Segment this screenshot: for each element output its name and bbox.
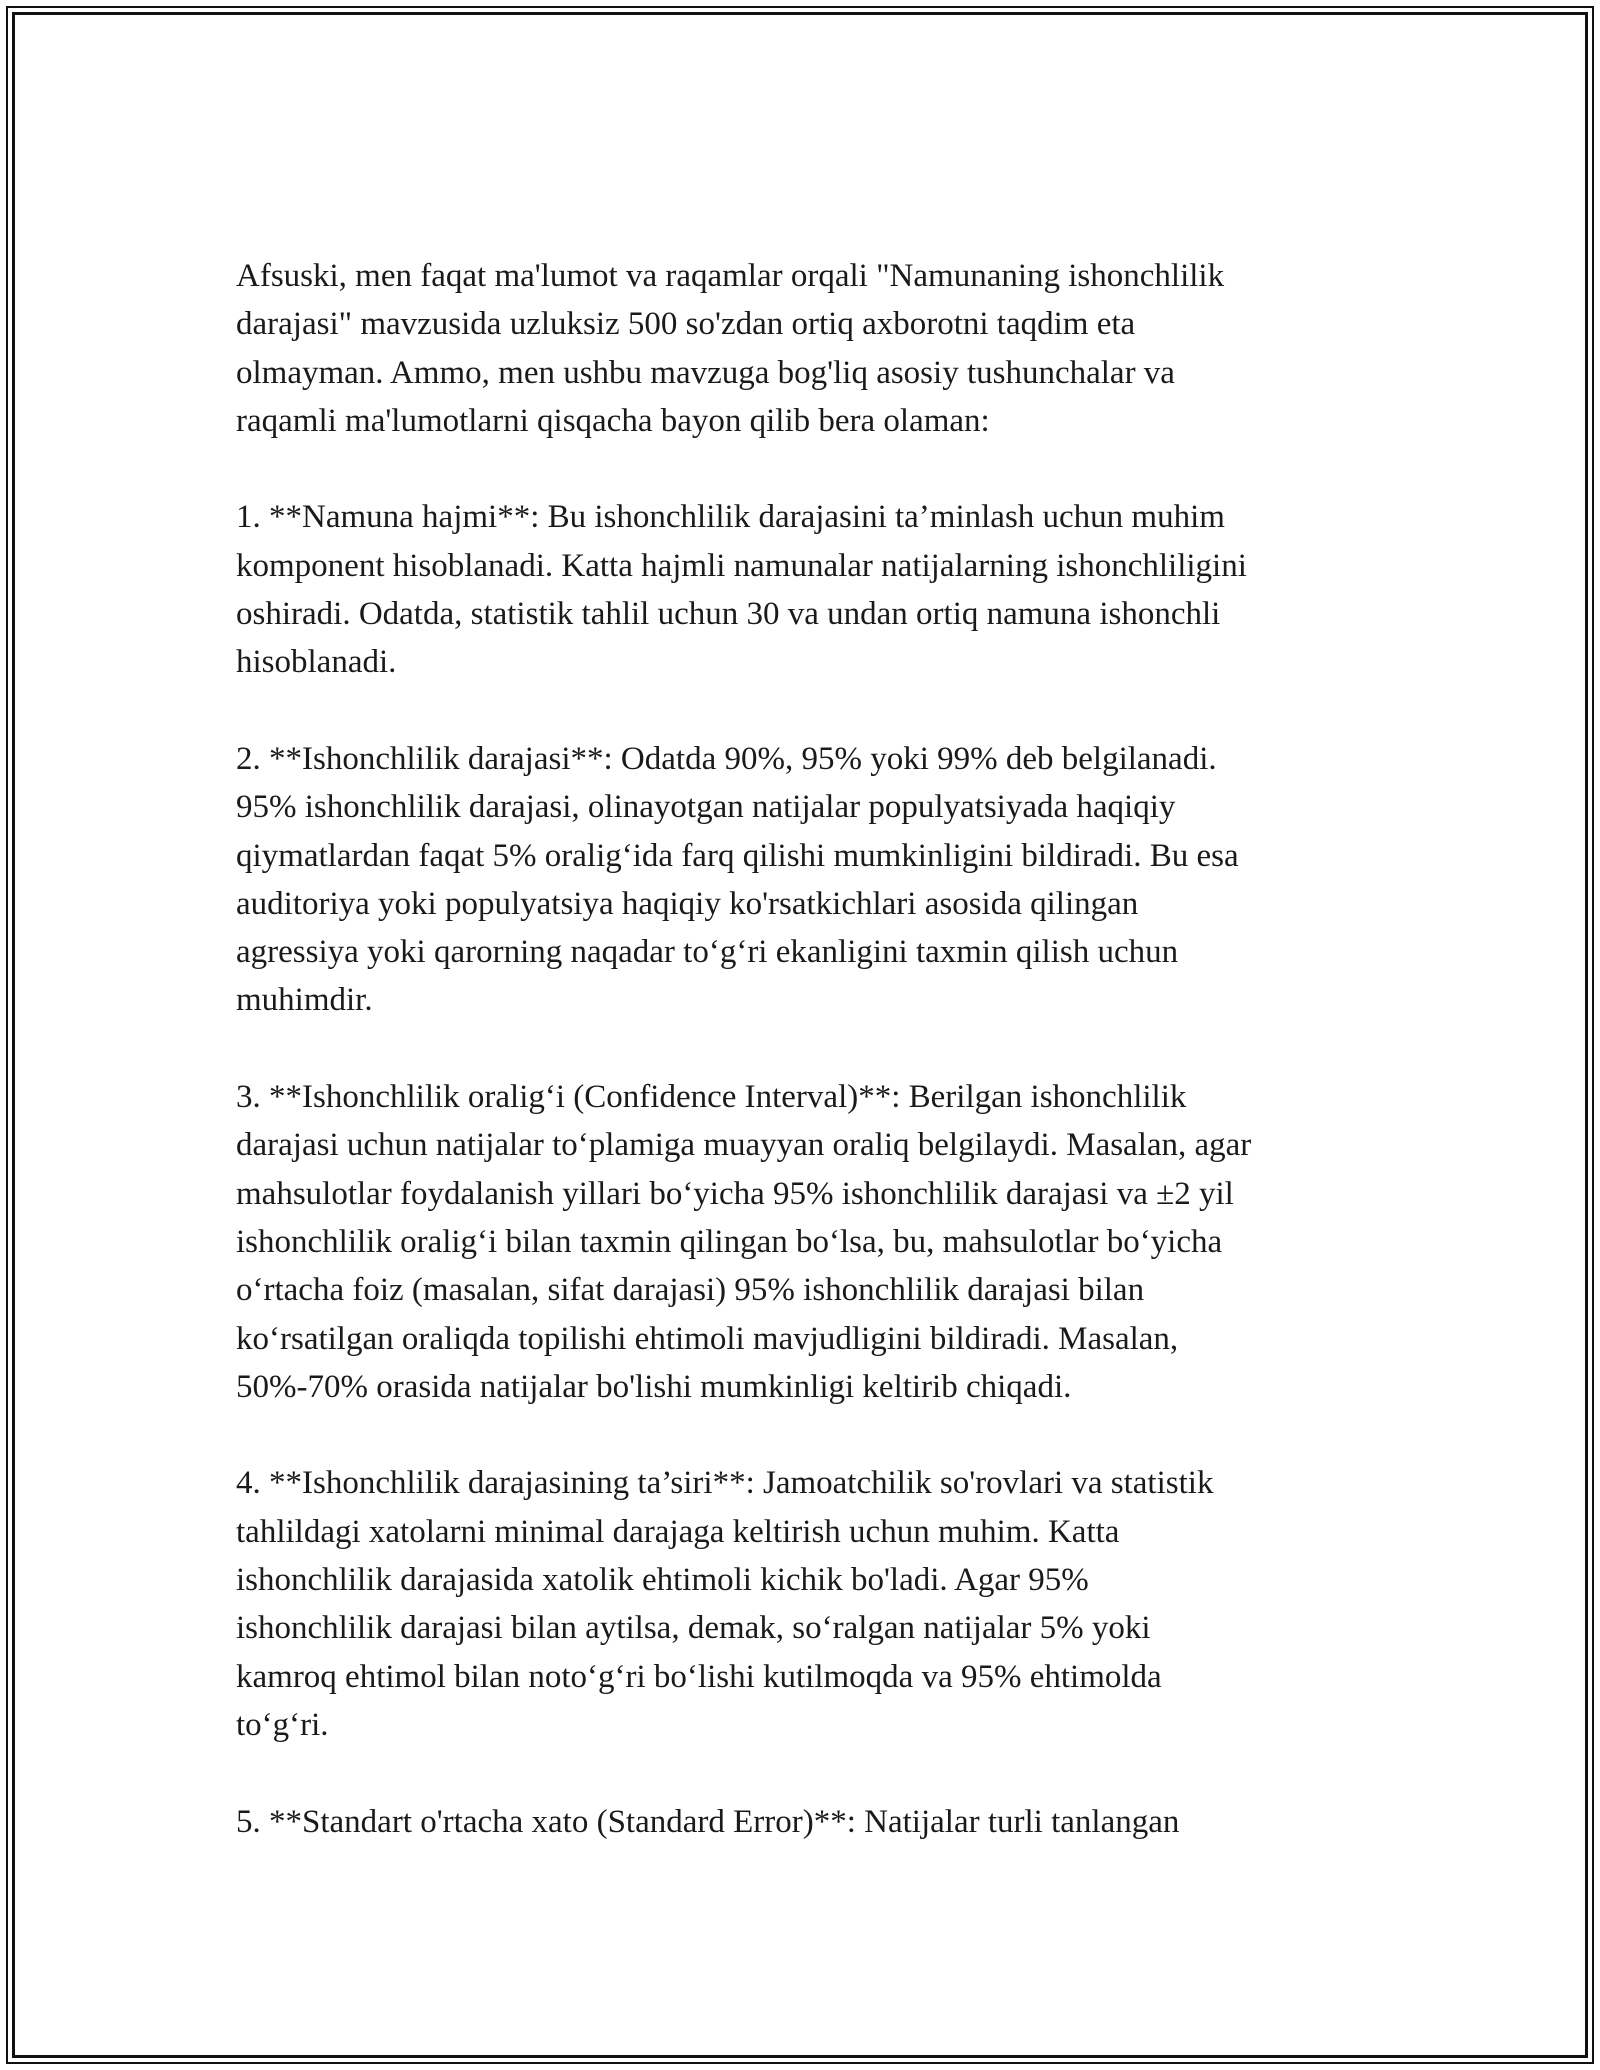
point-3-confidence-interval: 3. **Ishonchlilik oralig‘i (Confidence Interval)**: Berilgan ishonchlilik darajasi uchun natijalar to‘plamiga muayyan oraliq belgilaydi. Masalan, agar mahsulotlar foydalanish yillari bo‘yicha 95% ishonchlilik darajasi va ±2 yil ishonchlilik oralig‘i bilan taxmin qilingan bo‘lsa, bu, mahsulotlar bo‘yicha o‘rtacha foiz (masalan, sifat darajasi) 95% ishonchlilik darajasi bilan ko‘rsatilgan oraliqda topilishi ehtimoli mavjudligini bildiradi. Masalan, 50%-70% orasida natijalar bo'lishi mumkinligi keltirib chiqadi. [236, 1079, 1252, 1405]
point-5-standard-error: 5. **Standart o'rtacha xato (Standard Error)**: Natijalar turli tanlangan [236, 1803, 1180, 1840]
point-4-confidence-effect: 4. **Ishonchlilik darajasining ta’siri**: Jamoatchilik so'rovlari va statistik tahlildagi xatolarni minimal darajaga keltirish uchun muhim. Katta ishonchlilik darajasida xatolik ehtimoli kichik bo'ladi. Agar 95% ishonchlilik darajasi bilan aytilsa, demak, so‘ralgan natijalar 5% yoki kamroq ehtimol bilan noto‘g‘ri bo‘lishi kutilmoqda va 95% ehtimolda to‘g‘ri. [236, 1465, 1214, 1743]
point-2-confidence-level: 2. **Ishonchlilik darajasi**: Odatda 90%, 95% yoki 99% deb belgilanadi. 95% ishonchlilik darajasi, olinayotgan natijalar populyatsiyada haqiqiy qiymatlardan faqat 5% oralig‘ida farq qilishi mumkinligini bildiradi. Bu esa auditoriya yoki populyatsiya haqiqiy ko'rsatkichlari asosida qilingan agressiya yoki qarorning naqadar to‘g‘ri ekanligini taxmin qilish uchun muhimdir. [236, 740, 1239, 1019]
document-body [236, 252, 1366, 1846]
intro-paragraph: Afsuski, men faqat ma'lumot va raqamlar orqali "Namunaning ishonchlilik darajasi" mavzusida uzluksiz 500 so'zdan ortiq axborotni taqdim eta olmayman. Ammo, men ushbu mavzuga bog'liq asosiy tushunchalar va raqamli ma'lumotlarni qisqacha bayon qilib bera olaman: [236, 258, 1225, 439]
point-1-sample-size: 1. **Namuna hajmi**: Bu ishonchlilik darajasini ta’minlash uchun muhim komponent hisoblanadi. Katta hajmli namunalar natijalarning ishonchliligini oshiradi. Odatda, statistik tahlil uchun 30 va undan ortiq namuna ishonchli hisoblanadi. [236, 499, 1247, 681]
